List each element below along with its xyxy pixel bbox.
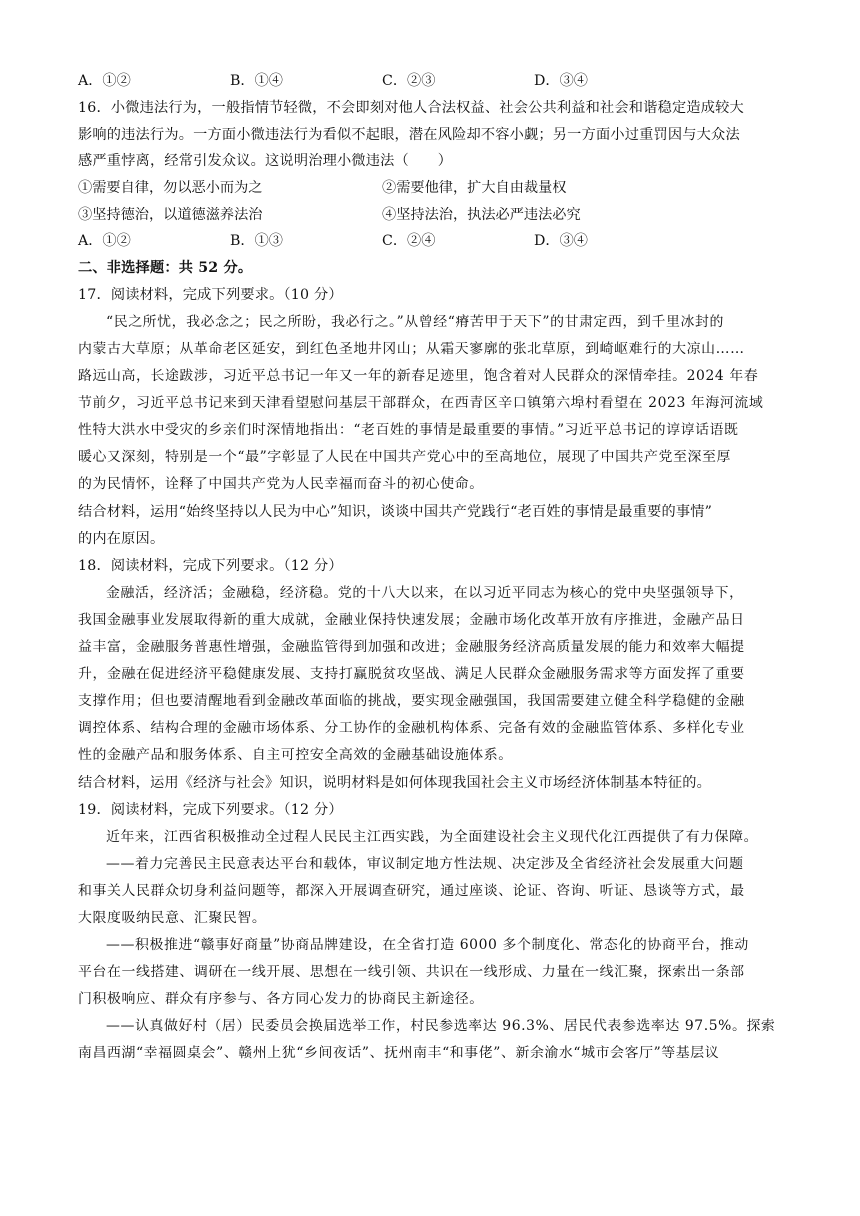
q17-material-line: 性特大洪水中受灾的乡亲们时深情地指出：“老百姓的事情是最重要的事情。”习近平总书记的谆谆话语既 — [78, 422, 739, 438]
q17-task-line: 的内在原因。 — [78, 531, 165, 547]
q19-material-line: 南昌西湖“幸福圆桌会”、赣州上犹“乡间夜话”、抚州南丰“和事佬”、新余渝水“城市会客厅”等基层议 — [78, 1045, 720, 1061]
q18-material-line: 支撑作用；但也要清醒地看到金融改革面临的挑战，要实现金融强国，我国需要建立健全科学稳健的金融 — [78, 693, 745, 709]
q16-option-b: B．①③ — [230, 233, 283, 249]
q16-option-a: A．①② — [78, 233, 131, 249]
q18-material-line: 性的金融产品和服务体系、自主可控安全高效的金融基础设施体系。 — [78, 747, 513, 763]
q18-material-line: 调控体系、结构合理的金融市场体系、分工协作的金融机构体系、完备有效的金融监管体系、多样化专业 — [78, 720, 745, 736]
q18-material-line: 益丰富，金融服务普惠性增强，金融监管得到加强和改进；金融服务经济高质量发展的能力和效率大幅提 — [78, 639, 745, 655]
q17-material-line: “民之所忧，我必念之；民之所盼，我必行之。”从曾经“瘠苦甲于天下”的甘肃定西，到千里冰封的 — [106, 314, 724, 330]
q18-heading: 18．阅读材料，完成下列要求。（12 分） — [78, 558, 343, 574]
q17-material-line: 路远山高，长途跋涉，习近平总书记一年又一年的新春足迹里，饱含着对人民群众的深情牵挂。2024 年春 — [78, 368, 759, 384]
q16-stem-line: 16．小微违法行为，一般指情节轻微，不会即刻对他人合法权益、社会公共利益和社会和谐稳定造成较大 — [78, 100, 744, 116]
q19-material-line: ——积极推进“赣事好商量”协商品牌建设，在全省打造 6000 多个制度化、常态化的协商平台，推动 — [106, 937, 749, 953]
q16-option-c: C．②④ — [382, 233, 436, 249]
q19-material-line: 和事关人民群众切身利益问题等，都深入开展调查研究，通过座谈、论证、咨询、听证、恳谈等方式，最 — [78, 883, 745, 899]
q16-item-1: ①需要自律，勿以恶小而为之 — [78, 180, 263, 196]
q16-item-4: ④坚持法治，执法必严违法必究 — [382, 207, 581, 223]
q19-material-line: 平台在一线搭建、调研在一线开展、思想在一线引领、共识在一线形成、力量在一线汇聚，探索出一条部 — [78, 964, 745, 980]
q15-option-c: C．②③ — [382, 73, 436, 89]
q16-option-d: D．③④ — [534, 233, 588, 249]
q16-stem-line: 影响的违法行为。一方面小微违法行为看似不起眼，潜在风险却不容小觑；另一方面小过重罚因与大众法 — [78, 127, 740, 143]
q19-material-line: ——认真做好村（居）民委员会换届选举工作，村民参选率达 96.3%、居民代表参选率达 97.5%。探索 — [106, 1018, 776, 1034]
q19-material-line: 近年来，江西省积极推动全过程人民民主江西实践，为全面建设社会主义现代化江西提供了有力保障。 — [106, 829, 759, 845]
q17-material-line: 的为民情怀，诠释了中国共产党为人民幸福而奋斗的初心使命。 — [78, 476, 484, 492]
q18-material-line: 我国金融事业发展取得新的重大成就，金融业保持快速发展；金融市场化改革开放有序推进，金融产品日 — [78, 612, 745, 628]
q15-option-d: D．③④ — [534, 73, 588, 89]
section-title: 二、非选择题：共 52 分。 — [78, 260, 253, 276]
q19-material-line: ——着力完善民主民意表达平台和载体，审议制定地方性法规、决定涉及全省经济社会发展重大问题 — [106, 856, 744, 872]
q18-material-line: 金融活，经济活；金融稳，经济稳。党的十八大以来，在以习近平同志为核心的党中央坚强领导下， — [106, 585, 744, 601]
q17-material-line: 暖心又深刻，特别是一个“最”字彰显了人民在中国共产党心中的至高地位，展现了中国共产党至深至厚 — [78, 449, 731, 465]
q16-stem-line: 感严重悖离，经常引发众议。这说明治理小微违法（ ） — [78, 153, 453, 169]
q19-material-line: 大限度吸纳民意、汇聚民智。 — [78, 910, 267, 926]
q15-option-a: A．①② — [78, 73, 131, 89]
q17-material-line: 节前夕，习近平总书记来到天津看望慰问基层干部群众，在西青区辛口镇第六埠村看望在 2023 年海河流域 — [78, 395, 764, 411]
q15-option-b: B．①④ — [230, 73, 283, 89]
q17-task-line: 结合材料，运用“始终坚持以人民为中心”知识，谈谈中国共产党践行“老百姓的事情是最重要的事情” — [78, 504, 713, 520]
q16-item-3: ③坚持德治，以道德滋养法治 — [78, 207, 263, 223]
q18-material-line: 升，金融在促进经济平稳健康发展、支持打赢脱贫攻坚战、满足人民群众金融服务需求等方面发挥了重要 — [78, 666, 745, 682]
q19-heading: 19．阅读材料，完成下列要求。（12 分） — [78, 802, 343, 818]
q17-heading: 17．阅读材料，完成下列要求。（10 分） — [78, 287, 343, 303]
q16-item-2: ②需要他律，扩大自由裁量权 — [382, 180, 567, 196]
q17-material-line: 内蒙古大草原；从革命老区延安，到红色圣地井冈山；从霜天寥廓的张北草原，到崎岖难行的大凉山…… — [78, 341, 745, 357]
q18-task: 结合材料，运用《经济与社会》知识，说明材料是如何体现我国社会主义市场经济体制基本特征的。 — [78, 775, 712, 791]
q19-material-line: 门积极响应、群众有序参与、各方同心发力的协商民主新途径。 — [78, 991, 484, 1007]
